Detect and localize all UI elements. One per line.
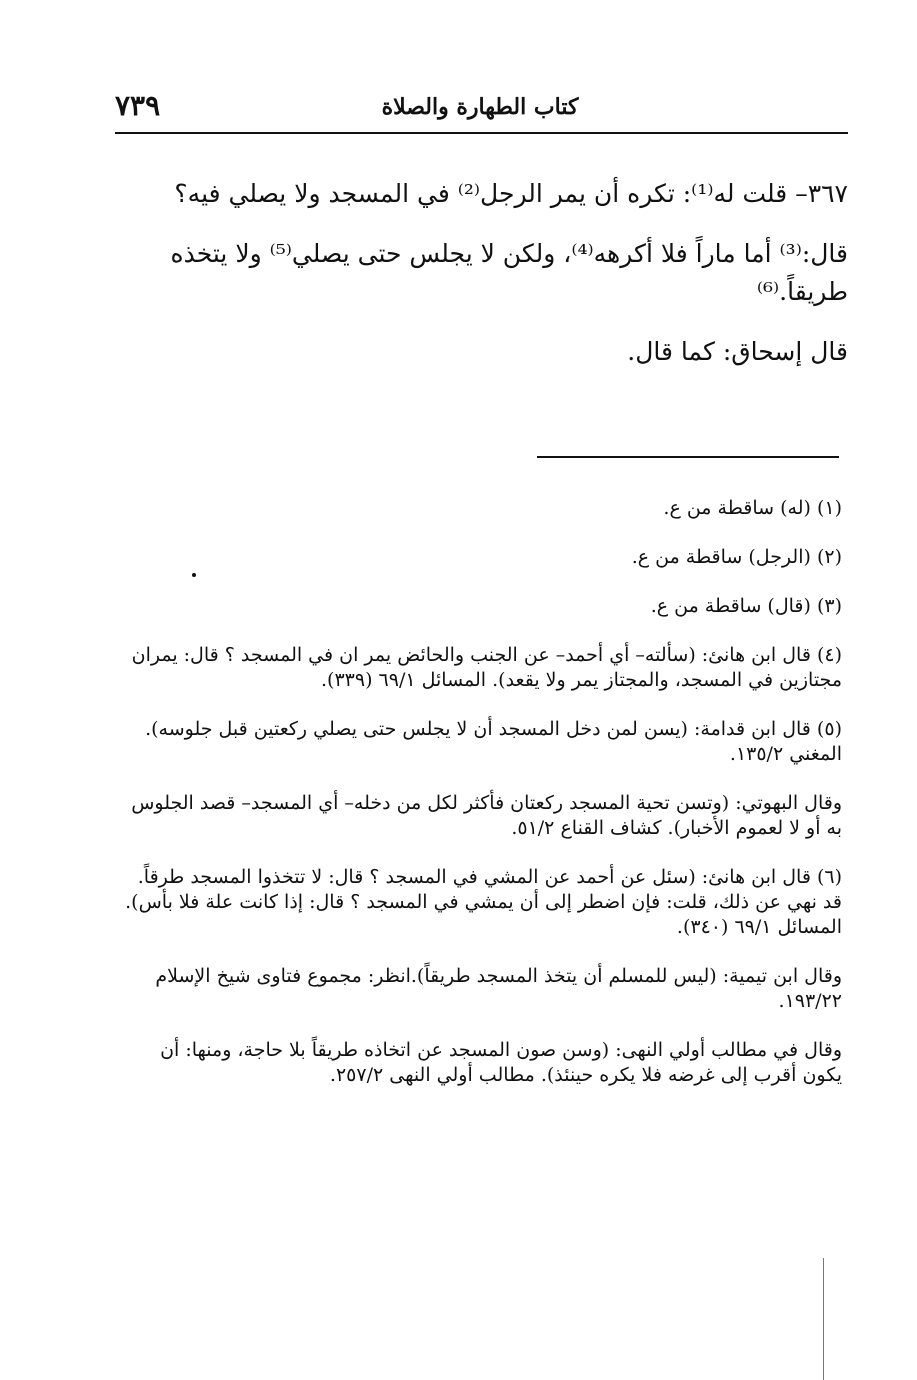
page-number: ٧٣٩ [115,89,161,122]
ishaq-line: قال إسحاق: كما قال. [627,337,848,366]
footnote-5: (٥) قال ابن قدامة: (يسن لمن دخل المسجد أن لا يجلس حتى يصلي ركعتين قبل جلوسه). المغني ١٣٥/٢. [145,718,842,765]
stray-mark [192,573,196,577]
margin-line [823,1258,824,1380]
footnote-3: (٣) (قال) ساقطة من ع. [650,595,842,617]
footnote-6: (٦) قال ابن هانئ: (سئل عن أحمد عن المشي في المسجد ؟ قال: لا تتخذوا المسجد طرقاً. قد نهي عن ذلك، قلت: فإن اضطر إلى أن يمشي في المسجد ؟ قال: إذا كانت علة فلا بأس). المسائل ٦٩/١ (٣٤٠). [125,866,842,938]
running-title: كتاب الطهارة والصلاة [381,94,579,120]
footnote-1: (١) (له) ساقطة من ع. [663,497,842,519]
footnote-5-continuation: وقال البهوتي: (وتسن تحية المسجد ركعتان فأكثر لكل من دخله– أي المسجد– قصد الجلوس به أو لا لعموم الأخبار). كشاف القناع ٥١/٢. [131,792,842,839]
footnote-rule [537,456,839,458]
footnote-2: (٢) (الرجل) ساقطة من ع. [631,546,842,568]
question-line: ٣٦٧– قلت له⁽¹⁾: تكره أن يمر الرجل⁽²⁾ في المسجد ولا يصلي فيه؟ [174,179,848,208]
header-rule [115,132,848,134]
footnote-4: (٤) قال ابن هانئ: (سألته– أي أحمد– عن الجنب والحائض يمر ان في المسجد ؟ قال: يمران مجتازين في المسجد، والمجتاز يمر ولا يقعد). المسائل ٦٩/١ (٣٣٩). [131,644,842,691]
footnote-6-continuation-1: وقال ابن تيمية: (ليس للمسلم أن يتخذ المسجد طريقاً).انظر: مجموع فتاوى شيخ الإسلام ١٩٣/٢٢. [155,965,842,1012]
answer-line: قال:⁽³⁾ أما ماراً فلا أكرهه⁽⁴⁾، ولكن لا يجلس حتى يصلي⁽⁵⁾ ولا يتخذه طريقاً.⁽⁶⁾ [170,239,848,306]
page-header [115,88,845,128]
footnotes [115,496,842,1112]
footnote-6-continuation-2: وقال في مطالب أولي النهى: (وسن صون المسجد عن اتخاذه طريقاً بلا حاجة، ومنها: أن يكون أقرب إلى غرضه فلا يكره حينئذ). مطالب أولي النهى ٢٥٧/٢. [160,1039,842,1086]
main-text [115,175,848,371]
